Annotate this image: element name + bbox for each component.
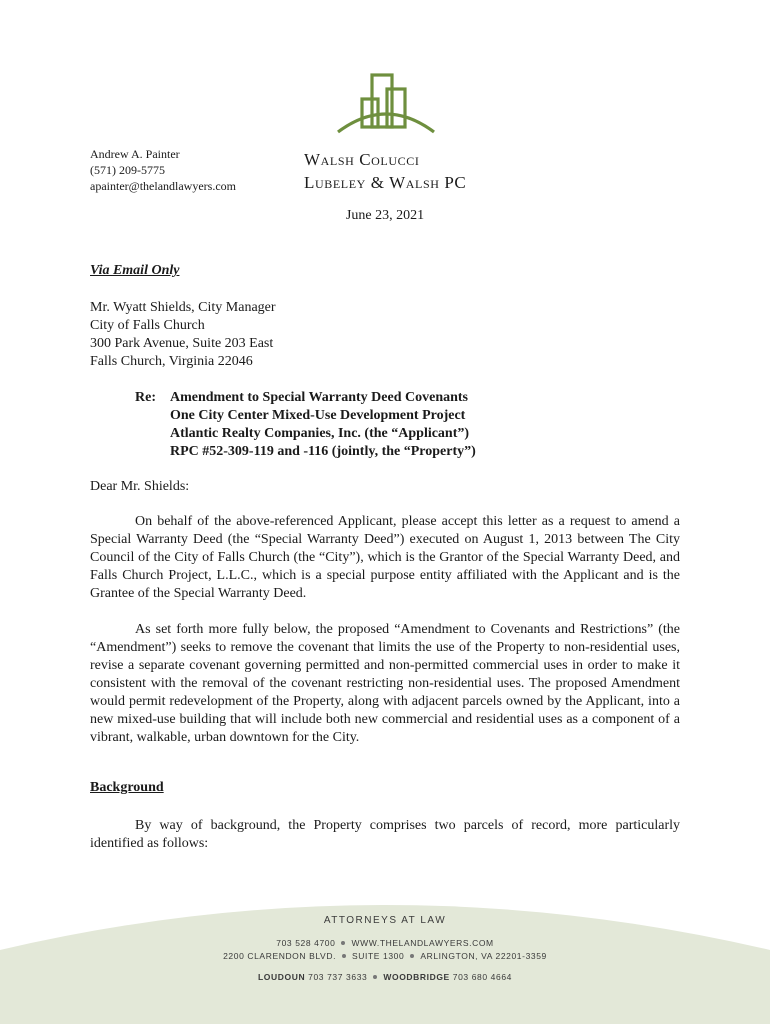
recipient-line: Falls Church, Virginia 22046 (90, 354, 253, 369)
body-paragraph (90, 817, 680, 853)
office-name: WOODBRIDGE (383, 972, 450, 982)
footer-attorneys: ATTORNEYS AT LAW (323, 915, 447, 926)
subject-line: One City Center Mixed-Use Development Project (170, 408, 466, 423)
office-phone: 703 737 3633 (308, 972, 368, 982)
recipient-line: Mr. Wyatt Shields, City Manager (90, 300, 276, 315)
author-block (90, 146, 236, 194)
subject-line: Amendment to Special Warranty Deed Covenants (170, 390, 469, 405)
paragraph-text: By way of background, the Property comprises two parcels of record, more particularly identified as follows: (90, 818, 680, 851)
subject-label: Re: (135, 390, 156, 405)
footer-offices (0, 972, 770, 982)
author-name: Andrew A. Painter (90, 147, 180, 161)
subject-line: Atlantic Realty Companies, Inc. (the “Applicant”) (170, 426, 470, 441)
paragraph-text: As set forth more fully below, the proposed “Amendment to Covenants and Restrictions” (the “Amendment”) seeks to remove the covenant that limits the use of the Property to non-residential uses, revise a separate covenant governing permitted and non-permitted commercial uses in order to make it consistent with the removal of the covenant restricting non-residential uses. The proposed Amendment would permit redevelopment of the Property, along with adjacent parcels owned by the Applicant, into a new mixed-use building that will include both new commercial and residential uses as a component of a vibrant, walkable, urban downtown for the City. (90, 622, 680, 745)
footer-website[interactable]: WWW.THELANDLAWYERS.COM (351, 938, 494, 948)
section-heading: Background (90, 780, 164, 795)
paragraph-text: On behalf of the above-referenced Applicant, please accept this letter as a request to amend a Special Warranty Deed (the “Special Warranty Deed”) executed on August 1, 2013 between The City Council of the City of Falls Church (the “City”), which is the Grantor of the Special Warranty Deed, and Falls Church Project, L.L.C., which is a special purpose entity affiliated with the Applicant and is the Grantee of the Special Warranty Deed. (90, 514, 680, 601)
separator-dot-icon (341, 941, 345, 945)
recipient-address (90, 299, 276, 371)
author-email[interactable]: apainter@thelandlawyers.com (90, 179, 236, 193)
salutation: Dear Mr. Shields: (90, 479, 190, 494)
building-logo-icon (334, 68, 438, 140)
body-paragraph (90, 621, 680, 747)
letter-date: June 23, 2021 (345, 208, 425, 223)
recipient-line: City of Falls Church (90, 318, 205, 333)
footer-suite: SUITE 1300 (352, 951, 405, 961)
footer-phone: 703 528 4700 (276, 938, 336, 948)
separator-dot-icon (342, 954, 346, 958)
footer-street: 2200 CLARENDON BLVD. (223, 951, 337, 961)
footer-contact (0, 938, 770, 948)
firm-name (304, 148, 504, 194)
office-phone: 703 680 4664 (452, 972, 512, 982)
office-name: LOUDOUN (258, 972, 306, 982)
firm-name-line2: Lubeley & Walsh PC (304, 173, 467, 192)
separator-dot-icon (373, 975, 377, 979)
body-paragraph (90, 513, 680, 603)
footer-address (0, 951, 770, 961)
footer-city: ARLINGTON, VA 22201-3359 (420, 951, 547, 961)
subject-line: RPC #52-309-119 and -116 (jointly, the “Property”) (170, 444, 476, 459)
firm-name-line1: Walsh Colucci (304, 150, 420, 169)
author-phone: (571) 209-5775 (90, 163, 165, 177)
separator-dot-icon (410, 954, 414, 958)
delivery-method: Via Email Only (90, 263, 180, 278)
recipient-line: 300 Park Avenue, Suite 203 East (90, 336, 274, 351)
subject-block (135, 389, 476, 461)
